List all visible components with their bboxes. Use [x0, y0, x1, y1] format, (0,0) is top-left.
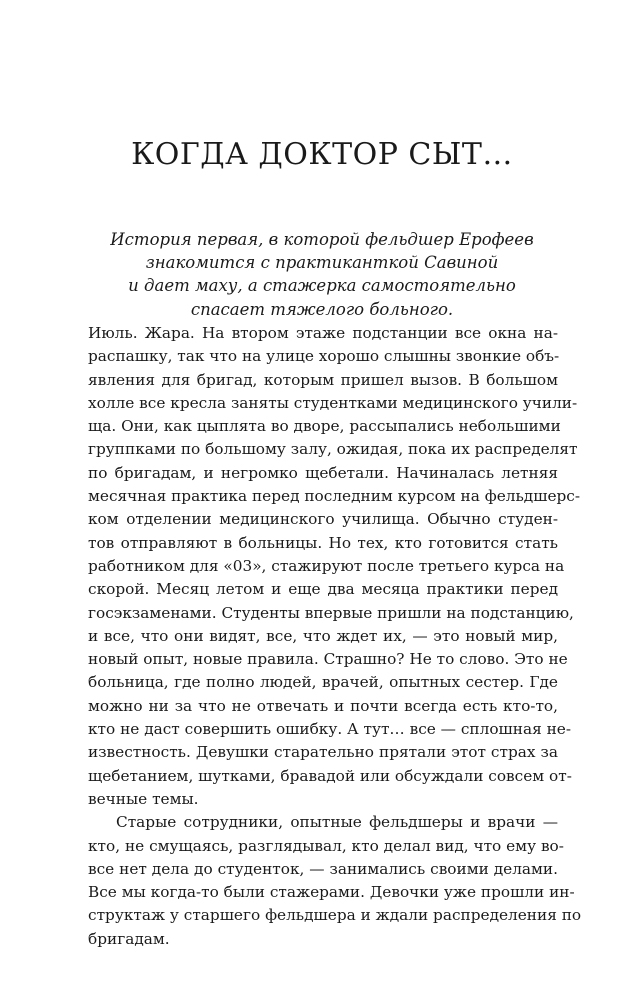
text-line: Старые сотрудники, опытные фельдшеры и врачи —	[116, 813, 558, 832]
text-line: и все, что они видят, все, что ждет их, — это новый мир,	[88, 626, 558, 645]
epigraph-line: и дает маху, а стажерка самостоятельно	[128, 276, 516, 296]
text-line: Все мы когда-то были стажерами. Девочки уже прошли ин-	[88, 883, 575, 902]
text-line: кто, не смущаясь, разглядывал, кто делал вид, что ему во-	[88, 836, 564, 855]
text-line: явления для бригад, которым пришел вызов. В большом	[88, 370, 558, 389]
text-line: по бригадам, и негромко щебетали. Начиналась летняя	[88, 463, 558, 482]
body-text	[88, 322, 582, 951]
epigraph-line: спасает тяжелого больного.	[190, 299, 454, 319]
text-line: структаж у старшего фельдшера и ждали распределения по	[88, 906, 582, 925]
epigraph-line: знакомится с практиканткой Савиной	[145, 253, 499, 273]
text-line: бригадам.	[88, 929, 170, 948]
text-line: скорой. Месяц летом и еще два месяца практики перед	[88, 580, 558, 599]
text-line: ща. Они, как цыплята во дворе, рассыпались небольшими	[88, 417, 561, 436]
text-line: работником для «03», стажируют после третьего курса на	[88, 556, 565, 575]
paragraph-2	[88, 811, 582, 951]
text-line: холле все кресла заняты студентками медицинского учили-	[88, 393, 578, 412]
epigraph	[60, 228, 584, 321]
text-line: известность. Девушки старательно прятали этот страх за	[88, 743, 558, 762]
text-line: кто не даст совершить ошибку. А тут… все — сплошная не-	[88, 720, 572, 739]
text-line: Июль. Жара. На втором этаже подстанции все окна на-	[88, 324, 558, 342]
text-line: больница, где полно людей, врачей, опытных сестер. Где	[88, 673, 558, 692]
text-line: тов отправляют в больницы. Но тех, кто готовится стать	[88, 533, 558, 552]
text-line: вечные темы.	[88, 789, 199, 808]
text-line: новый опыт, новые правила. Страшно? Не то слово. Это не	[88, 650, 568, 669]
text-line: щебетанием, шутками, бравадой или обсуждали совсем от-	[88, 766, 572, 785]
text-line: распашку, так что на улице хорошо слышны звонкие объ-	[88, 347, 560, 366]
paragraph-1	[88, 322, 581, 811]
text-line: можно ни за что не отвечать и почти всегда есть кто-то,	[88, 696, 558, 715]
text-line: все нет дела до студенток, — занимались своими делами.	[88, 859, 558, 878]
text-line: госэкзаменами. Студенты впервые пришли на подстанцию,	[88, 603, 574, 622]
text-line: ком отделении медицинского училища. Обычно студен-	[88, 510, 558, 529]
text-line: группками по большому залу, ожидая, пока их распределят	[88, 440, 578, 459]
chapter-title: КОГДА ДОКТОР СЫТ…	[131, 137, 513, 172]
epigraph-line: История первая, в которой фельдшер Ерофеев	[110, 230, 534, 249]
text-line: месячная практика перед последним курсом на фельдшерс-	[88, 487, 581, 506]
